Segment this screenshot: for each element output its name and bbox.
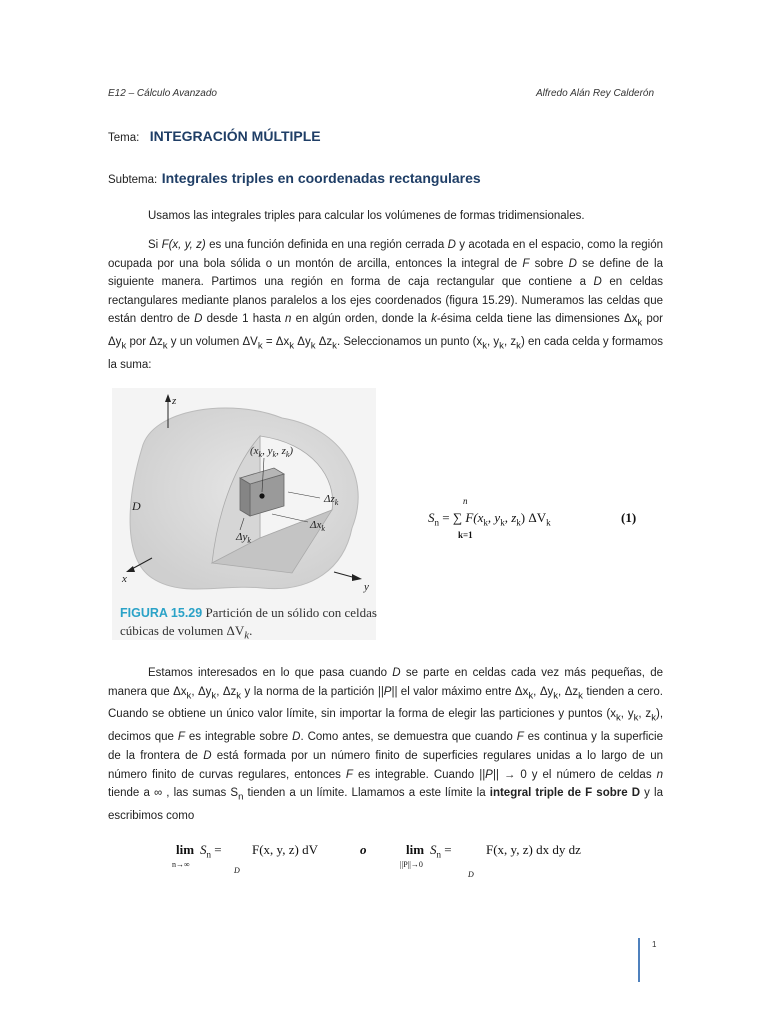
integral-triple-term: integral triple de F sobre D xyxy=(489,787,641,800)
tema-row xyxy=(108,128,321,146)
page-number: 1 xyxy=(652,940,657,949)
region-d-label: D xyxy=(132,499,141,513)
or-label: o xyxy=(360,842,367,857)
header-right: Alfredo Alán Rey Calderón xyxy=(536,88,655,99)
dz-label: $\Delta z_k$ xyxy=(324,493,339,507)
figure-15-29 xyxy=(112,388,376,640)
tema-title: INTEGRACIÓN MÚLTIPLE xyxy=(149,128,321,144)
figure-caption-label: FIGURA 15.29 xyxy=(120,606,203,620)
axis-x-label: x xyxy=(122,573,127,585)
sample-point xyxy=(259,493,264,498)
axis-y-label: y xyxy=(364,581,369,593)
equation-2: lim n→∞ $S_n$ = F(x, y, z) dV D o lim ||P||→0 $S_n$ = F(x, y, z) dx dy dz D xyxy=(172,842,581,879)
equation-1: n $S_n$ = ∑ $F(x_k$, $y_k$, $z_k$) $\Delta V_k$ k=1 (1) xyxy=(428,496,637,540)
equation-number: (1) xyxy=(621,510,637,525)
header-left: E12 – Cálculo Avanzado xyxy=(108,88,217,99)
dx-label: $\Delta x_k$ xyxy=(310,519,325,533)
figure-caption-text: Partición de un sólido con celdas cúbicas de volumen ΔV xyxy=(120,605,377,638)
figure-solid-illustration xyxy=(112,388,376,604)
tema-label: Tema: xyxy=(108,132,140,144)
point-label: ($x_k$, $y_k$, $z_k$) xyxy=(250,445,294,459)
figure-caption: FIGURA 15.29 Partición de un sólido con celdas cúbicas de volumen $\Delta V_k$. xyxy=(120,605,377,642)
subtema-title: Integrales triples en coordenadas rectangulares xyxy=(161,170,481,186)
paragraph-2: Estamos interesados en lo que pasa cuando D se parte en celdas cada vez más pequeñas, de manera que $\Delta x_k$, $\Delta y_k$, $\Delta z_k$ y la norma de la partición ||P|| el valor máximo entre $\Delta x_k$, $\Delta y_k$, $\Delta z_k$ tienden a cero. Cuando se obtiene un único valor límite, sin importar la forma de elegir las particiones y puntos ($x_k$, $y_k$, $z_k$), decimos que F es integrable sobre D. Como antes, se demuestra que cuando F es continua y la superficie de la frontera de D está formada por un número finito de superficies regulares unidas a lo largo de un número finito de curvas regulares, entonces F es integrable. Cuando ||P|| → 0 y el número de celdas n tiende a ∞ , las sumas $S_n$ tienden a un límite. Llamamos a este límite la integral triple de F sobre D y la escribimos como xyxy=(108,667,664,823)
page-bar xyxy=(638,938,640,982)
subtema-label: Subtema: xyxy=(108,174,158,186)
axis-z-label: z xyxy=(172,395,177,407)
intro-paragraph: Usamos las integrales triples para calcular los volúmenes de formas tridimensionales. xyxy=(148,210,585,222)
subtema-row xyxy=(108,170,481,188)
dy-label: $\Delta y_k$ xyxy=(236,531,251,545)
paragraph-1: Si F(x, y, z) es una función definida en una región cerrada D y acotada en el espacio, como la región ocupada por una bola sólida o un montón de arcilla, entonces la integral de F sobre D se define de la siguiente manera. Partimos una región en forma de caja rectangular que contiene a D en celdas rectangulares mediante planos paralelos a los ejes coordenados (figura 15.29). Numeramos las celdas que están dentro de D desde 1 hasta n en algún orden, donde la k-ésima celda tiene las dimensiones $\Delta x_k$ por $\Delta y_k$ por $\Delta z_k$ y un volumen $\Delta V_k = \Delta x_k$ $\Delta y_k$ $\Delta z_k$. Seleccionamos un punto ($x_k$, $y_k$, $z_k$) en cada celda y formamos la suma: xyxy=(108,239,663,372)
